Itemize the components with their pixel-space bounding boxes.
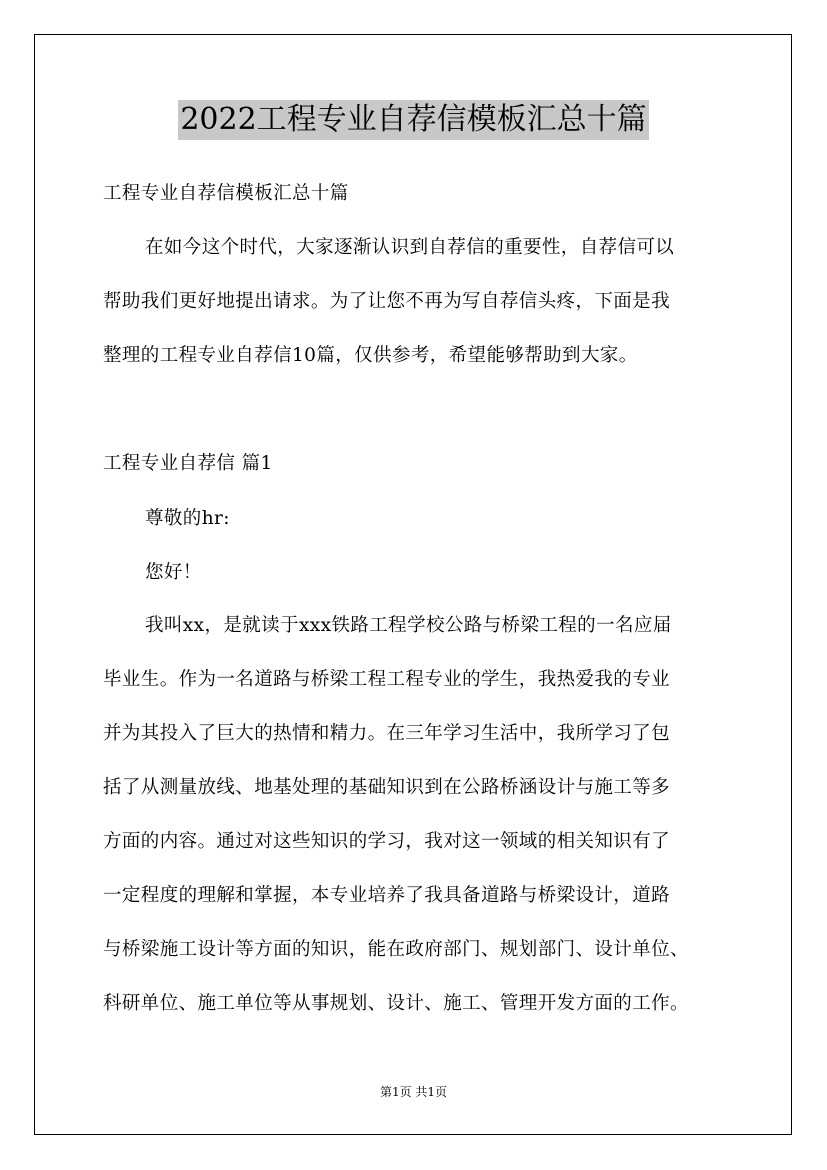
body-line-5: 方面的内容。通过对这些知识的学习，我对这一领域的相关知识有了 xyxy=(103,831,671,852)
intro-line-2: 帮助我们更好地提出请求。为了让您不再为写自荐信头疼，下面是我 xyxy=(103,291,671,312)
page-footer: 第1页 共1页 xyxy=(379,1085,448,1099)
document-subtitle: 工程专业自荐信模板汇总十篇 xyxy=(103,183,349,204)
body-line-2: 毕业生。作为一名道路与桥梁工程工程专业的学生，我热爱我的专业 xyxy=(103,669,671,690)
intro-line-1: 在如今这个时代，大家逐渐认识到自荐信的重要性，自荐信可以 xyxy=(145,237,675,258)
title-container xyxy=(0,100,827,140)
body-line-4: 括了从测量放线、地基处理的基础知识到在公路桥涵设计与施工等多 xyxy=(103,777,671,798)
body-line-6: 一定程度的理解和掌握，本专业培养了我具备道路与桥梁设计，道路 xyxy=(103,885,671,906)
document-title: 2022工程专业自荐信模板汇总十篇 xyxy=(178,100,648,140)
body-line-1: 我叫xx，是就读于xxx铁路工程学校公路与桥梁工程的一名应届 xyxy=(145,615,672,636)
body-line-7: 与桥梁施工设计等方面的知识，能在政府部门、规划部门、设计单位、 xyxy=(103,939,689,960)
body-line-8: 科研单位、施工单位等从事规划、设计、施工、管理开发方面的工作。 xyxy=(103,993,689,1014)
body-line-3: 并为其投入了巨大的热情和精力。在三年学习生活中，我所学习了包 xyxy=(103,723,671,744)
section-heading: 工程专业自荐信 篇1 xyxy=(103,453,273,474)
salutation: 尊敬的hr: xyxy=(145,508,230,529)
greeting: 您好！ xyxy=(145,562,202,583)
intro-line-3: 整理的工程专业自荐信10篇，仅供参考，希望能够帮助到大家。 xyxy=(103,345,638,366)
